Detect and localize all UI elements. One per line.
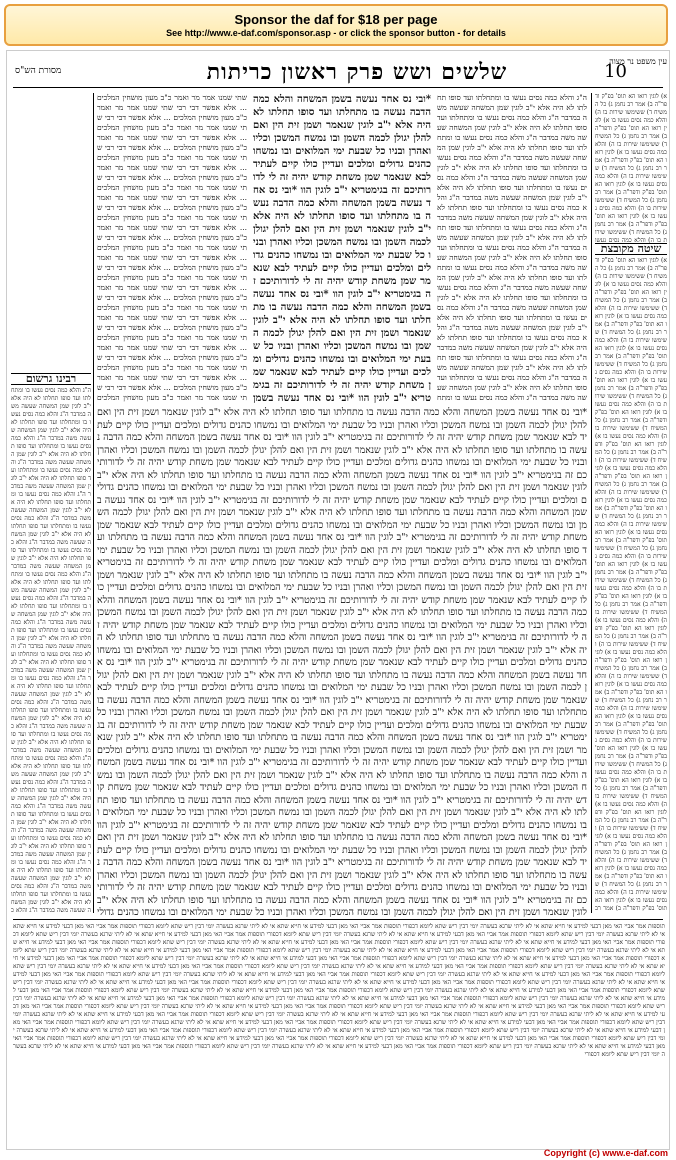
rashi-text: ה"ג והלא כמה נסים נעשו בו ומתחלתו ועד סופו תחלתו לא היה אלא י"ב לוגין שמן המשחה שעשה משה במדבר ה"ג והלא כמה נסים נעשו בו ומתחלתו ועד סופו תחלתו לא היה אלא י"ב לוגין שמן המשחה שעשה משה במדבר ה"ג והלא כמה נסים נעשו בו ומתחלתו ועד סופו תחלתו לא היה אלא י"ב לוגין שמן המשחה שעשה משה במדבר ה"ג והלא כמה נסים נעשו בו ומתחלתו ועד סופו תחלתו לא היה אלא י"ב לוגין שמן המשחה שעשה משה במדבר ה"ג והלא כמה נסים נעשו בו ומתחלתו ועד סופו תחלתו לא היה אלא י"ב לוגין שמן המשחה שעשה משה במדבר ה"ג והלא כמה נסים נעשו בו ומתחלתו ועד סופו תחלתו לא היה אלא י"ב לוגין שמן המשחה שעשה משה במדבר ה"ג והלא כמה נסים נעשו בו ומתחלתו ועד סופו תחלתו לא היה אלא י"ב לוגין שמן המשחה שעשה משה במדבר ה"ג והלא כמה נסים נעשו בו ומתחלתו ועד סופו תחלתו לא היה אלא י"ב לוגין שמן המשחה שעשה משה במדבר ה"ג והלא כמה נסים נעשו בו ומתחלתו ועד סופו תחלתו לא היה אלא י"ב לוגין שמן המשחה שעשה משה במדבר ה"ג והלא כמה נסים נעשו בו ומתחלתו ועד סופו תחלתו לא היה אלא י"ב לוגין שמן המשחה שעשה משה במדבר ה"ג והלא כמה נסים נעשו בו ומתחלתו ועד סופו תחלתו לא היה אלא י"ב לוגין שמן המשחה שעשה משה במדבר ה"ג והלא כמה נסים נעשו בו ומתחלתו ועד סופו תחלתו לא היה אלא י"ב לוגין שמן המשחה שעשה משה במדבר ה"ג והלא כמה נסים נעשו בו ומתחלתו ועד סופו תחלתו לא היה אלא י"ב לוגין שמן המשחה שעשה משה במדבר ה"ג והלא כמה נסים נעשו בו ומתחלתו ועד סופו תחלתו לא היה אלא י"ב לוגין שמן המשחה שעשה משה במדבר ה"ג והלא כמה נסים נעשו בו ומתח: [437, 93, 587, 402]
gemara-continued-text: *ובי נס אחד נעשה בשמן המשחה והלא כמה הדבה נעשה בו מתחלתו ועד סופו תחלתו לא היה אלא י"ב לוגין שנאמר ושמן זית הין ואם להלן יגולן לכמה השמן ובו נמשח המשכן וכליו ואהרן ובניו כל שבעת ימי המלואים ובו נמשחו כהנים גדולים ומלכים ועדיין כולו קיים לעתיד לבא שנאמר שמן משחת קודש יהיה זה לי לדורותיכם זה בגימטריא י"ב לוגין הוו *ובי נס אחד נעשה בשמן המשחה והלא כמה הדבה נעשה בו מתחלתו ועד סופו תחלתו לא היה אלא י"ב לוגין שנאמר ושמן זית הין ואם להלן יגולן לכמה השמן ובו נמשח המשכן וכליו ואהרן ובניו כל שבעת ימי המלואים ובו נמשחו כהנים גדולים ומלכים ועדיין כולו קיים לעתיד לבא שנאמר שמן משחת קודש יהיה זה לי לדורותיכם זה בגימטריא י"ב לוגין הוו *ובי נס אחד נעשה בשמן המשחה והלא כמה הדבה נעשה בו מתחלתו ועד סופו תחלתו לא היה אלא י"ב לוגין שנאמר ושמן זית הין ואם להלן יגולן לכמה השמן ובו נמשח המשכן וכליו ואהרן ובניו כל שבעת ימי המלואים ובו נמשחו כהנים גדולים ומלכים ועדיין כולו קיים לעתיד לבא שנאמר שמן משחת קודש יהיה זה לי לדורותיכם זה בגימטריא י"ב לוגין הוו *ובי נס אחד נעשה בשמן המשחה והלא כמה הדבה נעשה בו מתחלתו ועד סופו תחלתו לא היה אלא י"ב לוגין שנאמר ושמן זית הין ואם להלן יגולן לכמה השמן ובו נמשח המשכן וכליו ואהרן ובניו כל שבעת ימי המלואים ובו נמשחו כהנים גדולים ומלכים ועדיין כולו קיים לעתיד לבא שנאמר שמן משחת קודש יהיה זה לי לדורותיכם זה בגימטריא י"ב לוגין הוו *ובי נס אחד נעשה בשמן המשחה והלא כמה הדבה נעשה בו מתחלתו ועד סופו תחלתו לא היה אלא י"ב לוגין שנאמר ושמן זית הין ואם להלן יגולן לכמה השמן ובו נמשח המשכן וכליו ואהרן ובניו כל שבעת ימי המלואים ובו נמשחו כהנים גדולים ומלכים ועדיין כולו קיים לעתיד לבא שנאמר שמן משחת קודש יהיה זה לי לדורותיכם זה בגימטריא י"ב לוגין הוו *ובי נס אחד נעשה בשמן המשחה והלא כמה הדבה נעשה בו מתחלתו ועד סופו תחלתו לא היה אלא י"ב לוגין שנאמר ושמן זית הין ואם להלן יגולן לכמה השמן ובו נמשח המשכן וכליו ואהרן ובניו כל שבעת ימי המלואים ובו נמשחו כהנים גדולים ומלכים ועדיין כולו קיים לעתיד לבא שנאמר שמן משחת קודש יהיה זה לי לדורותיכם זה בגימטריא י"ב לוגין הוו *ובי נס אחד נעשה בשמן המשחה והלא כמה הדבה נעשה בו מתחלתו ועד סופו תחלתו לא היה אלא י"ב לוגין שנאמר ושמן זית הין ואם להלן יגולן לכמה השמן ובו נמשח המשכן וכליו ואהרן ובניו כל שבעת ימי המלואים ובו נמשחו כהנים גדולים ומלכים ועדיין כולו קיים לעתיד לבא שנאמר שמן משחת קודש יהיה זה לי לדורותיכם זה בגימטריא י"ב לוגין הוו *ובי נס אחד נעשה בשמן המשחה והלא כמה הדבה נעשה בו מתחלתו ועד סופו תחלתו לא היה אלא י"ב לוגין שנאמר ושמן זית הין ואם להלן יגולן לכמה השמן ובו נמשח המשכן וכליו ואהרן ובניו כל שבעת ימי המלואים ובו נמשחו כהנים גדולים ומלכים ועדיין כולו קיים לעתיד לבא שנאמר שמן משחת קודש יהיה זה לי לדורותיכם זה בגימטריא י"ב לוגין הוו *ובי נס אחד נעשה בשמן המשחה והלא כמה הדבה נעשה בו מתחלתו ועד סופו תחלתו לא היה אלא י"ב לוגין שנאמר ושמן זית הין ואם להלן יגולן לכמה השמן ובו נמשח המשכן וכליו ואהרן ובניו כל שבעת ימי המלואים ובו נמשחו כהנים גדולים ומלכים ועדיין כולו קיים לעתיד לבא שנאמר שמן משחת קודש יהיה זה לי לדורותיכם זה בגימטריא י"ב לוגין הוו *ובי נס אחד נעשה בשמן המשחה והלא כמה הדבה נעשה בו מתחלתו ועד סופו תחלתו לא היה אלא י"ב לוגין שנאמר ושמן זית הין ואם להלן יגולן לכמה השמן ובו נמשח המשכן וכליו ואהרן ובניו כל שבעת ימי המלואים ובו נמשחו כהנים גדולים ומלכים ועדיין כולו קיים לעתיד לבא שנאמר שמן משחת קודש יהיה זה לי לדורותיכם זה בגימטריא י"ב לוגין הוו *ובי נס אחד נעשה בשמן המשחה והלא כמה הדבה נעשה בו מתחלתו ועד סופו תחלתו לא היה אלא י"ב לוגין שנאמר ושמן זית הין ואם להלן יגולן לכמה השמן ובו נמשח המשכן וכליו ואהרן ובניו כל שבעת ימי המלואים ובו נמשחו כהנים גדולים ומלכים ועדיין כולו קיים לעתיד לבא שנאמר שמן משחת קודש יהיה זה לי לדורותיכם זה בגימטריא י"ב לוגין הוו *ובי נס אחד נעשה בשמן המשחה והלא כמה הדבה נעשה בו מתחלתו ועד סופו תחלתו לא היה אלא י"ב לוגין שנאמר ושמן זית הין ואם להלן יגולן לכמה השמן ובו נמשח המשכן וכליו ואהרן ובניו כל שבעת ימי המלואים ובו נמשחו כהנים גדולים ומלכים ועדיין כולו קיים לעתיד לבא שנאמר שמן משחת קודש יהיה זה לי לדורותיכם זה בגימטריא י"ב לוגין הוו *ובי נס אחד נעשה בשמן המשחה והלא כמה הדבה נעשה בו מתחלתו ועד סופו תחלתו לא היה אלא י"ב לוגין שנאמר ושמן זית הין ואם להלן יגולן לכמה השמן ובו נמשח המשכן וכליו ואהרן ובניו כל שבעת ימי המלואים ובו נמשחו כהנים גדולים ומלכים ועדיין כולו קיים לעתיד לבא שנאמר שמן משחת קודש יהיה זה לי לדורותיכם זה בגימטריא י"ב לוגין הוו *ובי נס אחד נעשה בשמן המשחה והלא כמה הדבה נעשה בו מתחלתו ועד סופו תחלתו לא היה אלא י"ב לוגין שנאמר ושמן זית הין ואם להלן יגולן לכמה השמן ובו נמשח המשכן וכליו ואהרן ובניו כל שבעת ימי המלואים ובו נמשחו כהנים גדולים ומלכים ועדיין כולו קיים לעתיד לבא שנאמר שמן משחת קודש יהיה זה לי לדורותיכם זה בגימטריא י"ב לוגין הוו *ובי נס אחד נעשה בשמן המשחה והלא כמה הדבה נעשה בו מתחלתו ועד סופו תחלתו לא היה אלא י"ב לוגין שנאמר ושמן זית הין ואם להלן יגולן לכמה השמן ובו נמשח המשכן וכליו ואהרן ובניו כל שבעת ימי המלואים ובו נמשחו כהנים גדולים ומלכים ועדיין כולו קיים לעתיד לבא שנאמר שמן משחת קודש יהיה זה לי לדורותיכם זה בגימטריא י"ב לוגין הוו *ובי נס אחד נעשה בשמן המשחה והלא כמה הדבה נעשה בו מתחלתו ועד סופו תחלתו לא היה אלא י"ב לוגין שנאמר ושמן זית הין ואם להלן יגולן לכמה השמן ובו נמשח המשכן וכליו ואהרן ובניו כל שבעת ימי המלואים ובו נמשחו כהנים גדולי: [97, 407, 587, 917]
bottom-rule: [13, 919, 663, 920]
copyright-footer[interactable]: Copyright (c) www.e-daf.com: [543, 1148, 668, 1158]
ein-mishpat-label: עין משפט נר מצוה: [609, 57, 667, 66]
shita-head: שיטה מקובצת: [595, 243, 667, 255]
rashi-head: רבינו גרשום: [11, 373, 91, 385]
daf-page: [6, 50, 670, 1150]
masoret-label: מסורת הש"ס: [15, 66, 62, 76]
header-rule: [13, 87, 663, 88]
sponsor-subtitle[interactable]: See http://www.e-daf.com/sponsor.asp - or click the sponsor button - for details: [166, 28, 506, 38]
divider: [93, 93, 94, 913]
rabbeinu-gershom-text: ה"ג והלא כמה נסים נעשו בו ומתחלתו ועד סופו תחלתו לא היה אלא י"ב לוגין שמן המשחה שעשה משה במדבר ה"ג והלא כמה נסים נעשו בו ומתחלתו ועד סופו תחלתו לא היה אלא י"ב לוגין שמן המשחה שעשה משה במדבר ה"ג והלא כמה נסים נעשו בו ומתחלתו ועד סופו תחלתו לא היה אלא י"ב לוגין שמן המשחה שעשה משה במדבר ה"ג והלא כמה נסים נעשו בו ומתחלתו ועד סופו תחלתו לא היה אלא י"ב לוגין שמן המשחה שעשה משה במדבר ה"ג והלא כמה נסים נעשו בו ומתחלתו ועד סופו תחלתו לא היה אלא י"ב לוגין שמן המשחה שעשה משה במדבר ה"ג והלא כמה נסים נעשו בו ומתחלתו ועד סופו תחלתו לא היה אלא י"ב לוגין שמן המשחה שעשה משה במדבר ה"ג והלא כמה נסים נעשו בו ומתחלתו ועד סופו תחלתו לא היה אלא י"ב לוגין שמן המשחה שעשה משה במדבר ה"ג והלא כמה נסים נעשו בו ומתחלתו ועד סופו תחלתו לא היה אלא י"ב לוגין שמן המשחה שעשה משה במדבר ה"ג והלא כמה נסים נעשו בו ומתחלתו ועד סופו תחלתו לא היה אלא י"ב לוגין שמן המשחה שעשה משה במדבר ה"ג והלא כמה נסים נעשו בו ומתחלתו ועד סופו תחלתו לא היה אלא י"ב לוגין שמן המשחה שעשה משה במדבר ה"ג והלא כמה נסים נעשו בו ומתחלתו ועד סופו תחלתו לא היה אלא י"ב לוגין שמן המשחה שעשה משה במדבר ה"ג והלא כמה נסים נעשו בו ומתחלתו ועד סופו תחלתו לא היה אלא י"ב לוגין שמן המשחה שעשה משה במדבר ה"ג והלא כמה נסים נעשו בו ומתחלתו ועד סופו תחלתו לא היה אלא י"ב לוגין שמן המשחה שעשה משה במדבר ה"ג והלא כמה נסים נעשו בו ומתחלתו ועד סופו תחלתו לא היה אלא י"ב לוגין שמן המשחה שעשה משה במדבר ה"ג והלא כמה נסים נעשו בו ומתחלתו ועד סופו תחלתו לא היה אלא י"ב לוגין שמן המשחה שעשה משה במדבר ה"ג והלא כמה נסים נעשו בו ומתחלתו ועד סופו תחלתו לא היה אלא י"ב לוגין שמן המשחה שעשה משה במדבר ה"ג והלא כמה נסים נעשו בו ומתחלתו ועד סופו תחלתו לא היה אלא י"ב לוגין שמן המשחה שעשה משה במדבר ה"ג והלא כמה נסים נעשו בו ומתחלתו ועד סופו תחלתו לא היה אלא י"ב לוגין שמן המשחה שעשה משה במדבר ה"ג והלא כמה נסים נעשו בו ומתחלתו ועד סופו תחלתו לא היה אלא י"ב לוגין שמן המשחה שעשה משה במדבר ה"ג והלא כמה נסים נעשו בו ומתחלתו ועד סופו תחלתו לא היה אלא י"ב לוגין שמן המשחה שעשה משה במדבר ה"ג והלא כ: [11, 387, 91, 913]
divider: [591, 93, 592, 913]
shita-text: א) לוגין רואו הא תוס' בפ"ק ודפר"ה ב) אמר רב נחמן ג) כל המשיח ד) ששימשו שירות בו ה) והלא כמה נסים נעשו בו א) לוגין רואו הא תוס' בפ"ק ודפר"ה ב) אמר רב נחמן ג) כל המשיח ד) ששימשו שירות בו ה) והלא כמה נסים נעשו בו א) לוגין רואו הא תוס' בפ"ק ודפר"ה ב) אמר רב נחמן ג) כל המשיח ד) ששימשו שירות בו ה) והלא כמה נסים נעשו בו א) לוגין רואו הא תוס' בפ"ק ודפר"ה ב) אמר רב נחמן ג) כל המשיח ד) ששימשו שירות בו ה) והלא כמה נסים נעשו בו א) לוגין רואו הא תוס' בפ"ק ודפר"ה ב) אמר רב נחמן ג) כל המשיח ד) ששימשו שירות בו ה) והלא כמה נסים נעשו בו א) לוגין רואו הא תוס' בפ"ק ודפר"ה ב) אמר רב נחמן ג) כל המשיח ד) ששימשו שירות בו ה) והלא כמה נסים נעשו בו א) לוגין רואו הא תוס' בפ"ק ודפר"ה ב) אמר רב נחמן ג) כל המשיח ד) ששימשו שירות בו ה) והלא כמה נסים נעשו בו א) לוגין רואו הא תוס' בפ"ק ודפר"ה ב) אמר רב נחמן ג) כל המשיח ד) ששימשו שירות בו ה) והלא כמה נסים נעשו בו א) לוגין רואו הא תוס' בפ"ק ודפר"ה ב) אמר רב נחמן ג) כל המשיח ד) ששימשו שירות בו ה) והלא כמה נסים נעשו בו א) לוגין רואו הא תוס' בפ"ק ודפר"ה ב) אמר רב נחמן ג) כל המשיח ד) ששימשו שירות בו ה) והלא כמה נסים נעשו בו א) לוגין רואו הא תוס' בפ"ק ודפר"ה ב) אמר רב נחמן ג) כל המשיח ד) ששימשו שירות בו ה) והלא כמה נסים נעשו בו א) לוגין רואו הא תוס' בפ"ק ודפר"ה ב) אמר רב נחמן ג) כל המשיח ד) ששימשו שירות בו ה) והלא כמה נסים נעשו בו א) לוגין רואו הא תוס' בפ"ק ודפר"ה ב) אמר רב נחמן ג) כל המשיח ד) ששימשו שירות בו ה) והלא כמה נסים נעשו בו א) לוגין רואו הא תוס' בפ"ק ודפר"ה ב) אמר רב נחמן ג) כל המשיח ד) ששימשו שירות בו ה) והלא כמה נסים נעשו בו א) לוגין רואו הא תוס' בפ"ק ודפר"ה ב) אמר רב נחמן ג) כל המשיח ד) ששימשו שירות בו ה) והלא כמה נסים נעשו בו א) לוגין רואו הא תוס' בפ"ק ודפר"ה ב) אמר רב נחמן ג) כל המשיח ד) ששימשו שירות בו ה) והלא כמה נסים נעשו בו א) לוגין רואו הא תוס' בפ"ק ודפר"ה ב) אמר רב נחמן ג) כל המשיח ד) ששימשו שירות בו ה) והלא כמה נסים נעשו בו א) לוגין רואו הא תוס' בפ"ק ודפר"ה ב) אמר רב נחמן ג) כל המשיח ד) ששימשו שירות בו ה) והלא כמה נסים נעשו בו א) לוגין רואו הא תוס' בפ"ק ודפר"ה ב) אמר רב נחמן ג) כל המשיח ד) ששימשו שירות בו ה) והלא כמה נסים נעשו בו א) לוגין רואו הא תוס' בפ"ק ודפר"ה ב) אמר רב נחמן ג) כל המשיח ד) ששימשו שירות בו ה) והלא כמה נסים נעשו בו א) לוגין רואו הא תוס' בפ"ק ודפר"ה ב) אמר רב נחמן ג) כל המשיח ד) ששימשו שירות בו ה) והלא כמה נסים נעשו בו א) לוגין רואו הא תוס' בפ"ק ודפר"ה ב) אמר רב: [595, 257, 667, 912]
gemara-text: *ובי נס אחד נעשה בשמן המשחה והלא כמה הדבה נעשה בו מתחלתו ועד סופו תחלתו לא היה אלא י"ב לוגין שנאמר ושמן זית הין ואם להלן יגולן לכמה השמן ובו נמשח המשכן וכליו ואהרן ובניו כל שבעת ימי המלואים ובו נמשחו כהנים גדולים ומלכים ועדיין כולו קיים לעתיד לבא שנאמר שמן משחת קודש יהיה זה לי לדורותיכם זה בגימטריא י"ב לוגין הוו *ובי נס אחד נעשה בשמן המשחה והלא כמה הדבה נעשה בו מתחלתו ועד סופו תחלתו לא היה אלא י"ב לוגין שנאמר ושמן זית הין ואם להלן יגולן לכמה השמן ובו נמשח המשכן וכליו ואהרן ובניו כל שבעת ימי המלואים ובו נמשחו כהנים גדולים ומלכים ועדיין כולו קיים לעתיד לבא שנאמר שמן משחת קודש יהיה זה לי לדורותיכם זה בגימטריא י"ב לוגין הוו *ובי נס אחד נעשה בשמן המשחה והלא כמה הדבה נעשה בו מתחלתו ועד סופו תחלתו לא היה אלא י"ב לוגין שנאמר ושמן זית הין ואם להלן יגולן לכמה השמן ובו נמשח המשכן וכליו ואהרן ובניו כל שבעת ימי המלואים ובו נמשחו כהנים גדולים ומלכים ועדיין כולו קיים לעתיד לבא שנאמר שמן משחת קודש יהיה זה לי לדורותיכם זה בגימטריא י"ב לוגין הוו *ובי נס אחד נעשה בשמן: [253, 94, 431, 403]
tosafot-column: [97, 93, 247, 403]
tosafot-text: שתי שמנו אמר מר ואמר כ"ב מעון מושחין המלכים ... אלא אפשר דבי רבי שתי שמנו אמר מר ואמר כ"ב מעון מושחין המלכים ... אלא אפשר דבי רבי שתי שמנו אמר מר ואמר כ"ב מעון מושחין המלכים ... אלא אפשר דבי רבי שתי שמנו אמר מר ואמר כ"ב מעון מושחין המלכים ... אלא אפשר דבי רבי שתי שמנו אמר מר ואמר כ"ב מעון מושחין המלכים ... אלא אפשר דבי רבי שתי שמנו אמר מר ואמר כ"ב מעון מושחין המלכים ... אלא אפשר דבי רבי שתי שמנו אמר מר ואמר כ"ב מעון מושחין המלכים ... אלא אפשר דבי רבי שתי שמנו אמר מר ואמר כ"ב מעון מושחין המלכים ... אלא אפשר דבי רבי שתי שמנו אמר מר ואמר כ"ב מעון מושחין המלכים ... אלא אפשר דבי רבי שתי שמנו אמר מר ואמר כ"ב מעון מושחין המלכים ... אלא אפשר דבי רבי שתי שמנו אמר מר ואמר כ"ב מעון מושחין המלכים ... אלא אפשר דבי רבי שתי שמנו אמר מר ואמר כ"ב מעון מושחין המלכים ... אלא אפשר דבי רבי שתי שמנו אמר מר ואמר כ"ב מעון מושחין המלכים ... אלא אפשר דבי רבי שתי שמנו אמר מר ואמר כ"ב מעון מושחין המלכים ... אלא אפשר דבי רבי שתי שמנו אמר מר ואמר כ"ב מעון מושחין המלכים ... אלא אפשר דבי רבי שתי שמנו אמר מר ואמר כ"ב מעון מושחין המלכים ... אלא אפשר דבי רבי שתי שמנו אמר מר ואמר כ"ב מעון מושחין המלכים ... אלא אפשר דבי רבי שתי שמנו אמר מר ואמר כ"ב מעון מושחין המלכים ... אלא אפשר דבי רבי שתי שמנו אמר מר ואמר כ"ב מעון מושחין המלכים ... אלא אפשר דבי רבי שתי שמנו אמר מר ואמר כ"ב מעון מושחין המלכים ... אלא אפשר דבי רבי שתי שמנו אמר מר ואמר כ"ב מעון מושחין המלכים: [97, 93, 247, 402]
sponsor-banner[interactable]: [4, 4, 668, 46]
page-title: שלשים ושש פרק ראשון כריתות: [206, 59, 508, 85]
bottom-commentary-text: תוספות אמר אביי האי מאן דבעי למידע אי חייא שתא אי לא ליתי שרגא בעשרה יומי דבין ריש שתא ליומא דכפורי תוספות אמר אביי האי מאן דבעי למידע אי חייא שתא אי לא ליתי שרגא בעשרה יומי דבין ריש שתא ליומא דכפורי תוספות אמר אביי האי מאן דבעי למידע אי חייא שתא אי לא ליתי שרגא בעשרה יומי דבין ריש שתא ליומא דכפורי תוספות אמר אביי האי מאן דבעי למידע אי חייא שתא אי לא ליתי שרגא בעשרה יומי דבין ריש שתא ליומא דכפורי תוספות אמר אביי האי מאן דבעי למידע אי חייא שתא אי לא ליתי שרגא בעשרה יומי דבין ריש שתא ליומא דכפורי תוספות אמר אביי האי מאן דבעי למידע אי חייא שתא אי לא ליתי שרגא בעשרה יומי דבין ריש שתא ליומא דכפורי תוספות אמר אביי האי מאן דבעי למידע אי חייא שתא אי לא ליתי שרגא בעשרה יומי דבין ריש שתא ליומא דכפורי תוספות אמר אביי האי מאן דבעי למידע אי חייא שתא אי לא ליתי שרגא בעשרה יומי דבין ריש שתא ליומא דכפורי תוספות אמר אביי האי מאן דבעי למידע אי חייא שתא אי לא ליתי שרגא בעשרה יומי דבין ריש שתא ליומא דכפורי תוספות אמר אביי האי מאן דבעי למידע אי חייא שתא אי לא ליתי שרגא בעשרה יומי דבין ריש שתא ליומא דכפורי תוספות אמר אביי האי מאן דבעי למידע אי חייא שתא אי לא ליתי שרגא בעשרה יומי דבין ריש שתא ליומא דכפורי תוספות אמר אביי האי מאן דבעי למידע אי חייא שתא אי לא ליתי שרגא בעשרה יומי דבין ריש שתא ליומא דכפורי תוספות אמר אביי האי מאן דבעי למידע אי חייא שתא אי לא ליתי שרגא בעשרה יומי דבין ריש שתא ליומא דכפורי תוספות אמר אביי האי מאן דבעי למידע אי חייא שתא אי לא ליתי שרגא בעשרה יומי דבין ריש שתא ליומא דכפורי תוספות אמר אביי האי מאן דבעי למידע אי חייא שתא אי לא ליתי שרגא בעשרה יומי דבין ריש שתא ליומא דכפורי תוספות אמר אביי האי מאן דבעי למידע אי חייא שתא אי לא ליתי שרגא בעשרה יומי דבין ריש שתא ליומא דכפורי תוספות אמר אביי האי מאן דבעי למידע אי חייא שתא אי לא ליתי שרגא בעשרה יומי דבין ריש שתא ליומא דכפורי תוספות אמר אביי האי מאן דבעי למידע אי חייא שתא אי לא ליתי שרגא בעשרה יומי דבין ריש שתא ליומא דכפורי תוספות אמר אביי האי מאן דבעי למידע אי חייא שתא אי לא ליתי שרגא בעשרה יומי דבין ריש שתא ליומא דכפורי תוספות אמר אביי האי מאן דבעי למידע אי חייא שתא אי לא ליתי שרגא בעשרה יומי דבין ריש שתא ליומא דכפורי תוספות אמר אביי האי מאן דבעי למידע אי חייא שתא אי לא ליתי שרגא בעשרה יומי דבין ריש שתא ליומא דכפורי תוספות אמר אביי האי מאן דבעי למידע אי חייא שתא אי לא ליתי שרגא בעשרה יומי דבין ריש שתא ליומא דכפורי תוספות אמר אביי האי מאן דבעי למידע אי חייא שתא אי לא ליתי שרגא בעשרה יומי דבין ריש שתא ליומא דכפורי תוספות אמר אביי האי מאן דבעי למידע אי חייא שתא אי לא ליתי שרגא בעשרה יומי דבין ריש שתא ליומא דכפורי תוספות אמר אביי האי מאן דבעי למידע אי חייא שתא אי לא ליתי שרגא בעשרה יומי דבין ריש שתא ליומא דכפורי תוספות אמר אביי האי מאן דבעי למידע אי חייא שתא אי לא ליתי שרגא בעשרה יומי דבין ריש שתא ליומא דכפורי תוספות אמר אביי האי מאן דבעי למידע אי חייא שתא אי לא ליתי שרגא בעשרה יומי דבין ריש שתא ליומא דכפורי תוספות אמר אביי האי מאן דבעי למידע אי חייא שתא אי לא ליתי שרגא בעשרה יומי דבין ריש שתא ליומא דכפורי תוספות אמר אביי האי מאן דבעי למידע אי חייא שתא אי לא ליתי שרגא בעשרה יומי דבין ריש שתא ליומא דכפורי תוספות אמר אביי האי מאן דבעי למידע אי חייא שתא אי לא ליתי שרגא בעשרה יומי דבין ריש שתא ליומא דכפורי תוספות אמר אביי האי מאן דבעי למידע אי חייא שתא אי לא ליתי שרגא בעשרה יומי דבין ריש שתא ליומא דכפורי תוספות אמר אביי האי מאן דבעי למידע אי חייא שתא אי לא ליתי שרגא בעשרה יומי דבין ריש שתא ליומא דכפורי תוספות אמר אביי האי מאן דבעי למידע אי חייא שתא אי לא ליתי שרגא בעשרה יומי דבין ריש שתא ליומא דכפורי תוספות אמר אביי האי מאן דבעי למידע אי חייא שתא אי לא ליתי שרגא בעשרה יומי דבין ריש שתא ליומא דכפורי תוספות אמר אביי האי מאן דבעי למידע אי חייא שתא אי לא ליתי שרגא בעשרה יומי דבין ריש שתא ליומא דכפורי תוספות אמר אביי האי מאן דבעי למידע אי חייא שתא אי לא ליתי שרגא בעשרה יומי דבין ריש שתא ליומא דכפורי תוספות אמר אביי האי מאן דבעי למידע אי חייא שתא אי לא ליתי שרגא בעשרה יומי דבין ריש שתא ליומא דכפורי תוספות אמר אביי האי מאן דבעי למידע אי חייא שתא אי לא ליתי שרגא בעשרה יומי דבין ריש שתא ליומא דכפורי תוספות אמר אביי האי מאן דבעי למידע אי חייא שתא אי לא ליתי שרגא בעשרה יומי דבין ריש שתא ליומא דכפורי תוספות אמר אביי האי מאן דבעי למידע אי חייא שתא אי לא ליתי שרגא בעשרה יומי דבין ריש שתא ליומא דכפורי: [13, 923, 665, 1058]
page-number: 10: [604, 61, 627, 82]
ein-mishpat-text: א) לוגין רואו הא תוס' בפ"ק ודפר"ה ב) אמר רב נחמן ג) כל המשיח ד) ששימשו שירות בו ה) והלא כמה נסים נעשו בו א) לוגין רואו הא תוס' בפ"ק ודפר"ה ב) אמר רב נחמן ג) כל המשיח ד) ששימשו שירות בו ה) והלא כמה נסים נעשו בו א) לוגין רואו הא תוס' בפ"ק ודפר"ה ב) אמר רב נחמן ג) כל המשיח ד) ששימשו שירות בו ה) והלא כמה נסים נעשו בו א) לוגין רואו הא תוס' בפ"ק ודפר"ה ב) אמר רב נחמן ג) כל המשיח ד) ששימשו שירות בו ה) והלא כמה נסים נעשו בו א) לוגין רואו הא תוס' בפ"ק ודפר"ה ב) אמר רב נחמן ג) כל המשיח ד) ששימשו שירות בו ה) והלא כמה נסים נעשו: [595, 93, 667, 243]
shita-mekubetzet-column: [595, 93, 667, 913]
rabbeinu-gershom-column: [11, 93, 91, 913]
gemara-column: [253, 93, 431, 403]
page-header: [7, 55, 669, 91]
gemara-continued: [97, 407, 587, 917]
bottom-commentary: [13, 923, 665, 1135]
rashi-column: [437, 93, 587, 403]
sponsor-title[interactable]: Sponsor the daf for $18 per page: [234, 12, 438, 27]
